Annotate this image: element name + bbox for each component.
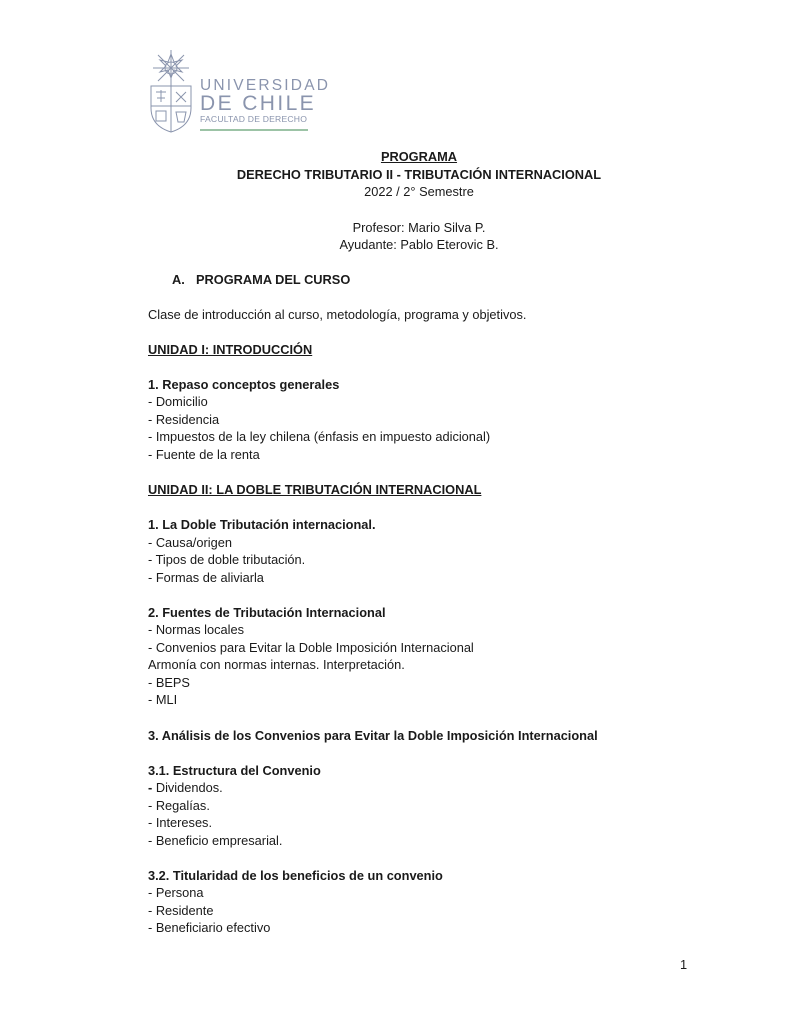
assistant: Ayudante: Pablo Eterovic B. [339,237,499,252]
professor: Profesor: Mario Silva P. [352,220,486,235]
intro-text: Clase de introducción al curso, metodología, programa y objetivos. [148,307,527,322]
list-item: - Intereses. [148,815,213,830]
topic-heading: 2. Fuentes de Tributación Internacional [148,605,386,620]
list-item [148,780,223,796]
logo-line-1: UNIVERSIDAD [200,77,331,94]
section-title: PROGRAMA DEL CURSO [196,272,351,287]
university-seal-icon [148,46,194,136]
list-item: - Normas locales [148,622,245,637]
list-item: - BEPS [148,675,190,690]
list-item: - Fuente de la renta [148,447,260,462]
list-item: - Formas de aliviarla [148,570,264,585]
list-item: - Persona [148,885,204,900]
topic-heading: 1. La Doble Tributación internacional. [148,517,376,532]
subtopic-heading: 3.1. Estructura del Convenio [148,763,321,778]
logo-wordmark [200,77,331,124]
list-item: - Tipos de doble tributación. [148,552,306,567]
list-item: - Regalías. [148,798,210,813]
list-item-text: Dividendos. [152,780,223,795]
logo-line-3: FACULTAD DE DERECHO [200,114,308,124]
list-item: - Causa/origen [148,535,232,550]
list-item: - Impuestos de la ley chilena (énfasis en impuesto adicional) [148,429,491,444]
university-logo [148,46,331,134]
page-number: 1 [680,957,688,972]
unit-2-title: UNIDAD II: LA DOBLE TRIBUTACIÓN INTERNACIONAL [148,482,482,497]
list-item: - MLI [148,692,178,707]
section-a-heading [172,272,350,287]
logo-line-2: DE CHILE [200,92,317,115]
subtopic-heading: 3.2. Titularidad de los beneficios de un convenio [148,868,443,883]
list-item: - Beneficio empresarial. [148,833,283,848]
course-title: DERECHO TRIBUTARIO II - TRIBUTACIÓN INTERNACIONAL [236,167,602,182]
list-item: - Convenios para Evitar la Doble Imposición Internacional [148,640,474,655]
term: 2022 / 2° Semestre [364,184,474,199]
topic-heading: 1. Repaso conceptos generales [148,377,340,392]
program-heading: PROGRAMA [380,149,458,164]
list-item: Armonía con normas internas. Interpretación. [148,657,405,672]
section-letter: A. [172,272,185,287]
list-item: - Residencia [148,412,220,427]
list-item: - Beneficiario efectivo [148,920,271,935]
topic-heading: 3. Análisis de los Convenios para Evitar la Doble Imposición Internacional [148,728,598,743]
unit-1-title: UNIDAD I: INTRODUCCIÓN [148,342,313,357]
bullet-dash: - [148,780,153,795]
list-item: - Residente [148,903,214,918]
list-item: - Domicilio [148,394,208,409]
logo-green-rule [200,129,308,131]
